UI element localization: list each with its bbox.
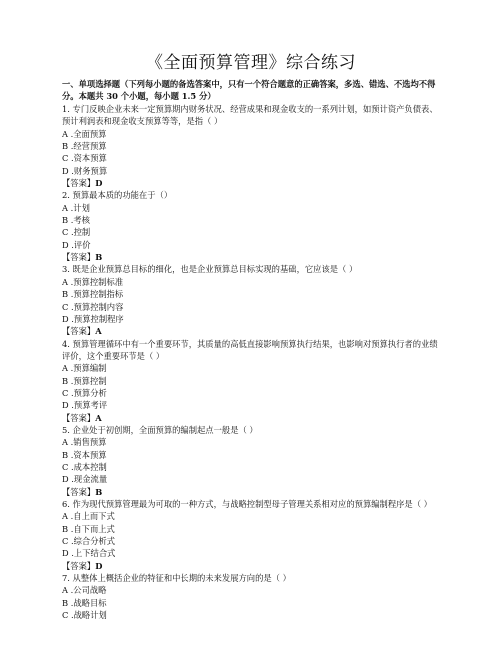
question-stem: 3. 既是企业预算总目标的细化，也是企业预算总目标实现的基础，它应该是（ ）	[62, 264, 358, 275]
answer-option: A .预算编制	[62, 363, 107, 374]
answer-option: D .现金流量	[62, 474, 108, 485]
answer-key	[62, 325, 440, 337]
answer-option: C .预算控制内容	[62, 301, 124, 312]
answer-option: D .预算考评	[62, 400, 108, 411]
answer-option: C .预算分析	[62, 387, 107, 398]
answer-option: A .预算控制标准	[62, 276, 124, 287]
answer-label: 【答案】	[62, 560, 96, 571]
answer-option: D .上下结合式	[62, 548, 116, 559]
question-block	[62, 424, 440, 498]
answer-value: D	[95, 178, 103, 189]
answer-option: C .战略计划	[62, 610, 107, 621]
answer-option: A .自上而下式	[62, 511, 115, 522]
answer-option: B .资本预算	[62, 449, 107, 460]
question-stem: 4. 预算管理循环中有一个重要环节，其质量的高低直接影响预算执行结果，也影响对预算执行者的业绩评价，这个重要环节是（ ）	[62, 338, 438, 361]
question-block	[62, 498, 440, 572]
answer-value: D	[95, 560, 103, 571]
question-list	[62, 103, 440, 621]
answer-option: B .战略目标	[62, 597, 107, 608]
answer-option: D .预算控制程序	[62, 313, 124, 324]
answer-option: D .财务预算	[62, 165, 108, 176]
answer-value: B	[95, 486, 103, 497]
answer-value: A	[95, 326, 102, 337]
question-block	[62, 338, 440, 424]
answer-value: B	[95, 252, 103, 263]
answer-key	[62, 486, 440, 498]
answer-key	[62, 177, 440, 189]
answer-option: B .自下而上式	[62, 523, 115, 534]
answer-label: 【答案】	[62, 486, 96, 497]
answer-option: C .资本预算	[62, 153, 107, 164]
question-stem: 5. 企业处于初创期，全面预算的编制起点一般是（ ）	[62, 424, 258, 435]
answer-option: A .销售预算	[62, 437, 107, 448]
answer-option: A .全面预算	[62, 128, 107, 139]
question-stem: 6. 作为现代预算管理最为可取的一种方式，与战略控制型母子管理关系相对应的预算编制程序是（ ）	[62, 499, 432, 509]
answer-option: C .控制	[62, 227, 91, 238]
answer-label: 【答案】	[62, 326, 96, 337]
answer-label: 【答案】	[62, 178, 96, 189]
question-stem: 1. 专门反映企业未来一定预算期内财务状况、经营成果和现金收支的一系列计划，如预计资产负债表、预计利润表和现金收支预算等等，是指（ ）	[62, 104, 438, 127]
answer-option: C .成本控制	[62, 461, 107, 472]
answer-key	[62, 251, 440, 263]
question-block	[62, 263, 440, 337]
answer-option: B .预算控制	[62, 375, 107, 386]
answer-option: B .预算控制指标	[62, 289, 124, 300]
question-block	[62, 103, 440, 189]
answer-option: B .经营预算	[62, 141, 107, 152]
answer-option: C .综合分析式	[62, 536, 116, 547]
question-stem: 2. 预算最本质的功能在于（）	[62, 190, 173, 201]
question-block	[62, 572, 440, 621]
answer-option: A .计划	[62, 202, 90, 213]
document-title: 《全面预算管理》综合练习	[146, 53, 356, 73]
answer-key	[62, 560, 440, 572]
answer-label: 【答案】	[62, 252, 96, 263]
answer-key	[62, 412, 440, 424]
answer-option: B .考核	[62, 215, 90, 226]
answer-label: 【答案】	[62, 412, 96, 423]
section-header: 一、单项选择题（下列每小题的备选答案中，只有一个符合题意的正确答案，多选、错选、不选均不得分。本题共 30 个小题，每小题 1.5 分）	[62, 79, 436, 101]
question-block	[62, 189, 440, 263]
answer-option: A .公司战略	[62, 585, 107, 596]
question-stem: 7. 从整体上概括企业的特征和中长期的未来发展方向的是（ ）	[62, 573, 291, 584]
answer-option: D .评价	[62, 239, 91, 250]
answer-value: A	[95, 412, 102, 423]
